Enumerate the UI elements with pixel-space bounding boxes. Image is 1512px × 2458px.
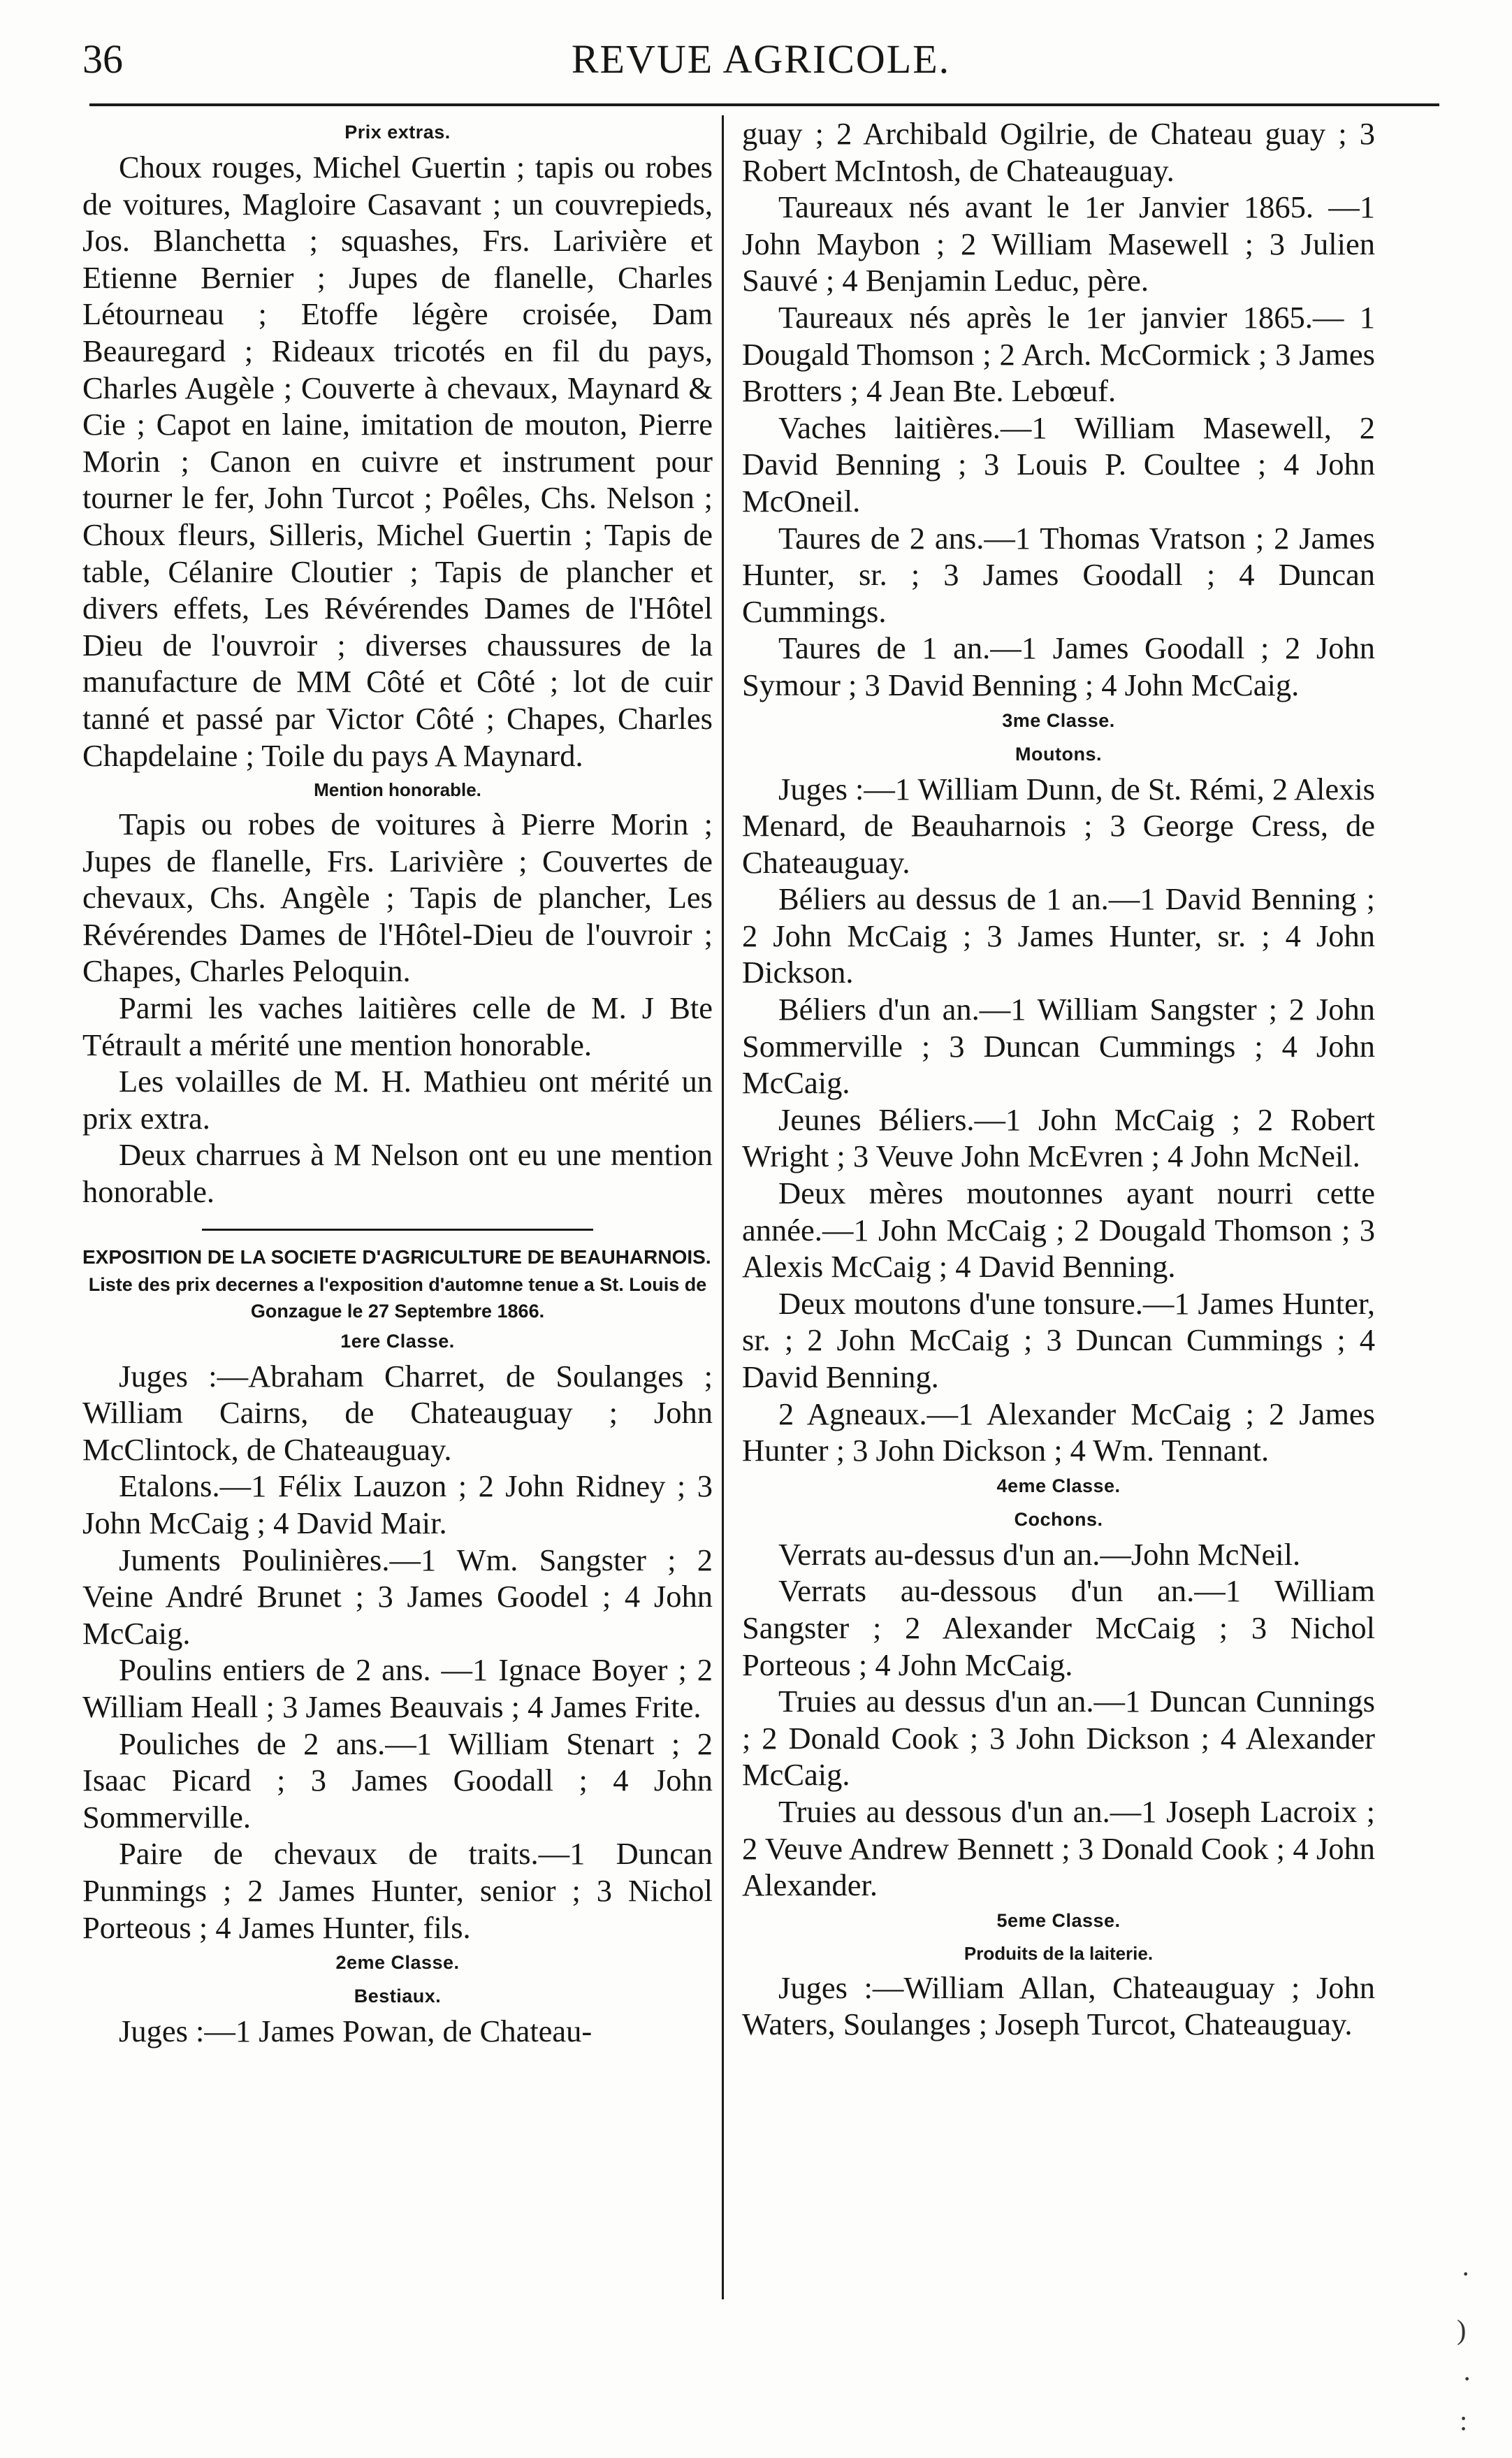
page-title: REVUE AGRICOLE. [571,36,951,82]
left-column-paragraph: Pouliches de 2 ans.—1 William Stenart ; 2 Isaac Picard ; 3 James Goodall ; 4 John Sommerville. [82,1726,713,1835]
right-column-heading: Cochons. [1014,1508,1103,1530]
left-column-paragraph: Parmi les vaches laitières celle de M. J Bte Tétrault a mérité une mention honorable. [82,990,713,1062]
right-column-paragraph: Béliers d'un an.—1 William Sangster ; 2 John Sommerville ; 3 Duncan Cummings ; 4 John McCaig. [742,992,1375,1101]
right-column-paragraph: Taureaux nés après le 1er janvier 1865.— 1 Dougald Thomson ; 2 Arch. McCormick ; 3 James Brotters ; 4 Jean Bte. Lebœuf. [742,299,1375,409]
right-column-paragraph: Vaches laitières.—1 William Masewell, 2 David Benning ; 3 Louis P. Coultee ; 4 John McOneil. [742,410,1375,519]
right-column-paragraph: Béliers au dessus de 1 an.—1 David Benning ; 2 John McCaig ; 3 James Hunter, sr. ; 4 John Dickson. [742,881,1375,990]
right-column-heading: Produits de la laiterie. [964,1942,1154,1964]
right-column-paragraph: Truies au dessous d'un an.—1 Joseph Lacroix ; 2 Veuve Andrew Bennett ; 3 Donald Cook ; 4 John Alexander. [742,1793,1375,1903]
right-column-paragraph: Taureaux nés avant le 1er Janvier 1865. —1 John Maybon ; 2 William Masewell ; 3 Julien Sauvé ; 4 Benjamin Leduc, père. [742,189,1375,298]
left-column-heading: Mention honorable. [314,779,481,801]
left-column-paragraph: Paire de chevaux de traits.—1 Duncan Punmings ; 2 James Hunter, senior ; 3 Nichol Porteous ; 4 James Hunter, fils. [82,1836,713,1945]
right-column-paragraph: Juges :—William Allan, Chateauguay ; John Waters, Soulanges ; Joseph Turcot, Chateauguay. [742,1969,1375,2042]
section-divider [202,1229,593,1231]
left-column-paragraph: Deux charrues à M Nelson ont eu une mention honorable. [82,1137,713,1210]
right-column-paragraph: Juges :—1 William Dunn, de St. Rémi, 2 Alexis Menard, de Beauharnois ; 3 George Cress, de Chateauguay. [742,771,1375,880]
right-column-heading: 4eme Classe. [996,1475,1121,1496]
left-column-paragraph: Tapis ou robes de voitures à Pierre Morin ; Jupes de flanelle, Frs. Larivière ; Couvertes de chevaux, Chs. Angèle ; Tapis de plancher, Les Révérendes Dames de l'Hôtel-Dieu de l'ouvroir ; Chapes, Charles Peloquin. [82,807,713,989]
right-column-paragraph: Verrats au-dessus d'un an.—John McNeil. [778,1536,1301,1572]
right-column [742,115,1375,2043]
right-column-paragraph: 2 Agneaux.—1 Alexander McCaig ; 2 James Hunter ; 3 John Dickson ; 4 Wm. Tennant. [742,1396,1375,1468]
right-column-paragraph: Jeunes Béliers.—1 John McCaig ; 2 Robert Wright ; 3 Veuve John McEvren ; 4 John McNeil. [742,1101,1375,1174]
right-column-heading: 3me Classe. [1002,709,1115,731]
right-column-paragraph: Taures de 2 ans.—1 Thomas Vratson ; 2 James Hunter, sr. ; 3 James Goodall ; 4 Duncan Cummings. [742,520,1375,629]
right-column-paragraph: Deux moutons d'une tonsure.—1 James Hunter, sr. ; 2 John McCaig ; 3 Duncan Cummings ; 4 David Benning. [742,1285,1375,1394]
right-column-paragraph: Deux mères moutonnes ayant nourri cette année.—1 John McCaig ; 2 Dougald Thomson ; 3 Alexis McCaig ; 4 David Benning. [742,1176,1375,1285]
right-column-paragraph: Truies au dessus d'un an.—1 Duncan Cunnings ; 2 Donald Cook ; 3 John Dickson ; 4 Alexander McCaig. [742,1684,1375,1793]
column-divider [722,115,724,2299]
left-column-paragraph: Etalons.—1 Félix Lauzon ; 2 John Ridney ; 3 John McCaig ; 4 David Mair. [82,1468,713,1540]
left-column [82,115,713,2050]
header-rule [89,103,1439,106]
section-caption: Liste des prix decernes a l'exposition d'automne tenue a St. Louis de Gonzague le 27 Septembre 1866. [88,1273,707,1322]
right-column-heading: 5eme Classe. [996,1909,1121,1931]
left-column-paragraph: Juments Poulinières.—1 Wm. Sangster ; 2 Veine André Brunet ; 3 James Goodel ; 4 John McCaig. [82,1542,713,1651]
left-column-heading: 2eme Classe. [335,1952,460,1974]
section-title: EXPOSITION DE LA SOCIETE D'AGRICULTURE DE BEAUHARNOIS. [82,1245,711,1268]
left-column-paragraph: Juges :—1 James Powan, de Chateau- [119,2014,593,2049]
right-column-paragraph: guay ; 2 Archibald Ogilrie, de Chateau guay ; 3 Robert McIntosh, de Chateauguay. [742,116,1375,188]
left-column-paragraph: Choux rouges, Michel Guertin ; tapis ou robes de voitures, Magloire Casavant ; un couvrepieds, Jos. Blanchetta ; squashes, Frs. Larivière et Etienne Bernier ; Jupes de flanelle, Charles Létourneau ; Etoffe légère croisée, Dam Beauregard ; Rideaux tricotés en fil du pays, Charles Augèle ; Couverte à chevaux, Maynard & Cie ; Capot en laine, imitation de mouton, Pierre Morin ; Canon en cuivre et instrument pour tourner le fer, John Turcot ; Poêles, Chs. Nelson ; Choux fleurs, Silleris, Michel Guertin ; Tapis de table, Célanire Cloutier ; Tapis de plancher et divers effets, Les Révérendes Dames de l'Hôtel Dieu de l'ouvroir ; diverses chaussures de la manufacture de MM Côté et Côté ; lot de cuir tanné et passé par Victor Côté ; Chapes, Charles Chapdelaine ; Toile du pays A Maynard. [82,150,713,773]
left-column-heading: Bestiaux. [354,1986,442,2007]
running-head [82,35,1439,84]
left-column-paragraph: Poulins entiers de 2 ans. —1 Ignace Boyer ; 2 William Heall ; 3 James Beauvais ; 4 James Frite. [82,1652,713,1724]
left-column-heading: Prix extras. [344,122,451,143]
left-column-paragraph: Les volailles de M. H. Mathieu ont mérité un prix extra. [82,1064,713,1136]
margin-marks: · ) · : [1457,2258,1472,2436]
right-column-paragraph: Verrats au-dessous d'un an.—1 William Sangster ; 2 Alexander McCaig ; 3 Nichol Porteous ; 4 John McCaig. [742,1573,1375,1682]
right-column-heading: Moutons. [1015,743,1102,765]
page-number: 36 [82,36,123,82]
left-column-heading: 1ere Classe. [340,1330,455,1352]
right-column-paragraph: Taures de 1 an.—1 James Goodall ; 2 John Symour ; 3 David Benning ; 4 John McCaig. [742,630,1375,702]
left-column-paragraph: Juges :—Abraham Charret, de Soulanges ; William Cairns, de Chateauguay ; John McClintock, de Chateauguay. [82,1358,713,1467]
